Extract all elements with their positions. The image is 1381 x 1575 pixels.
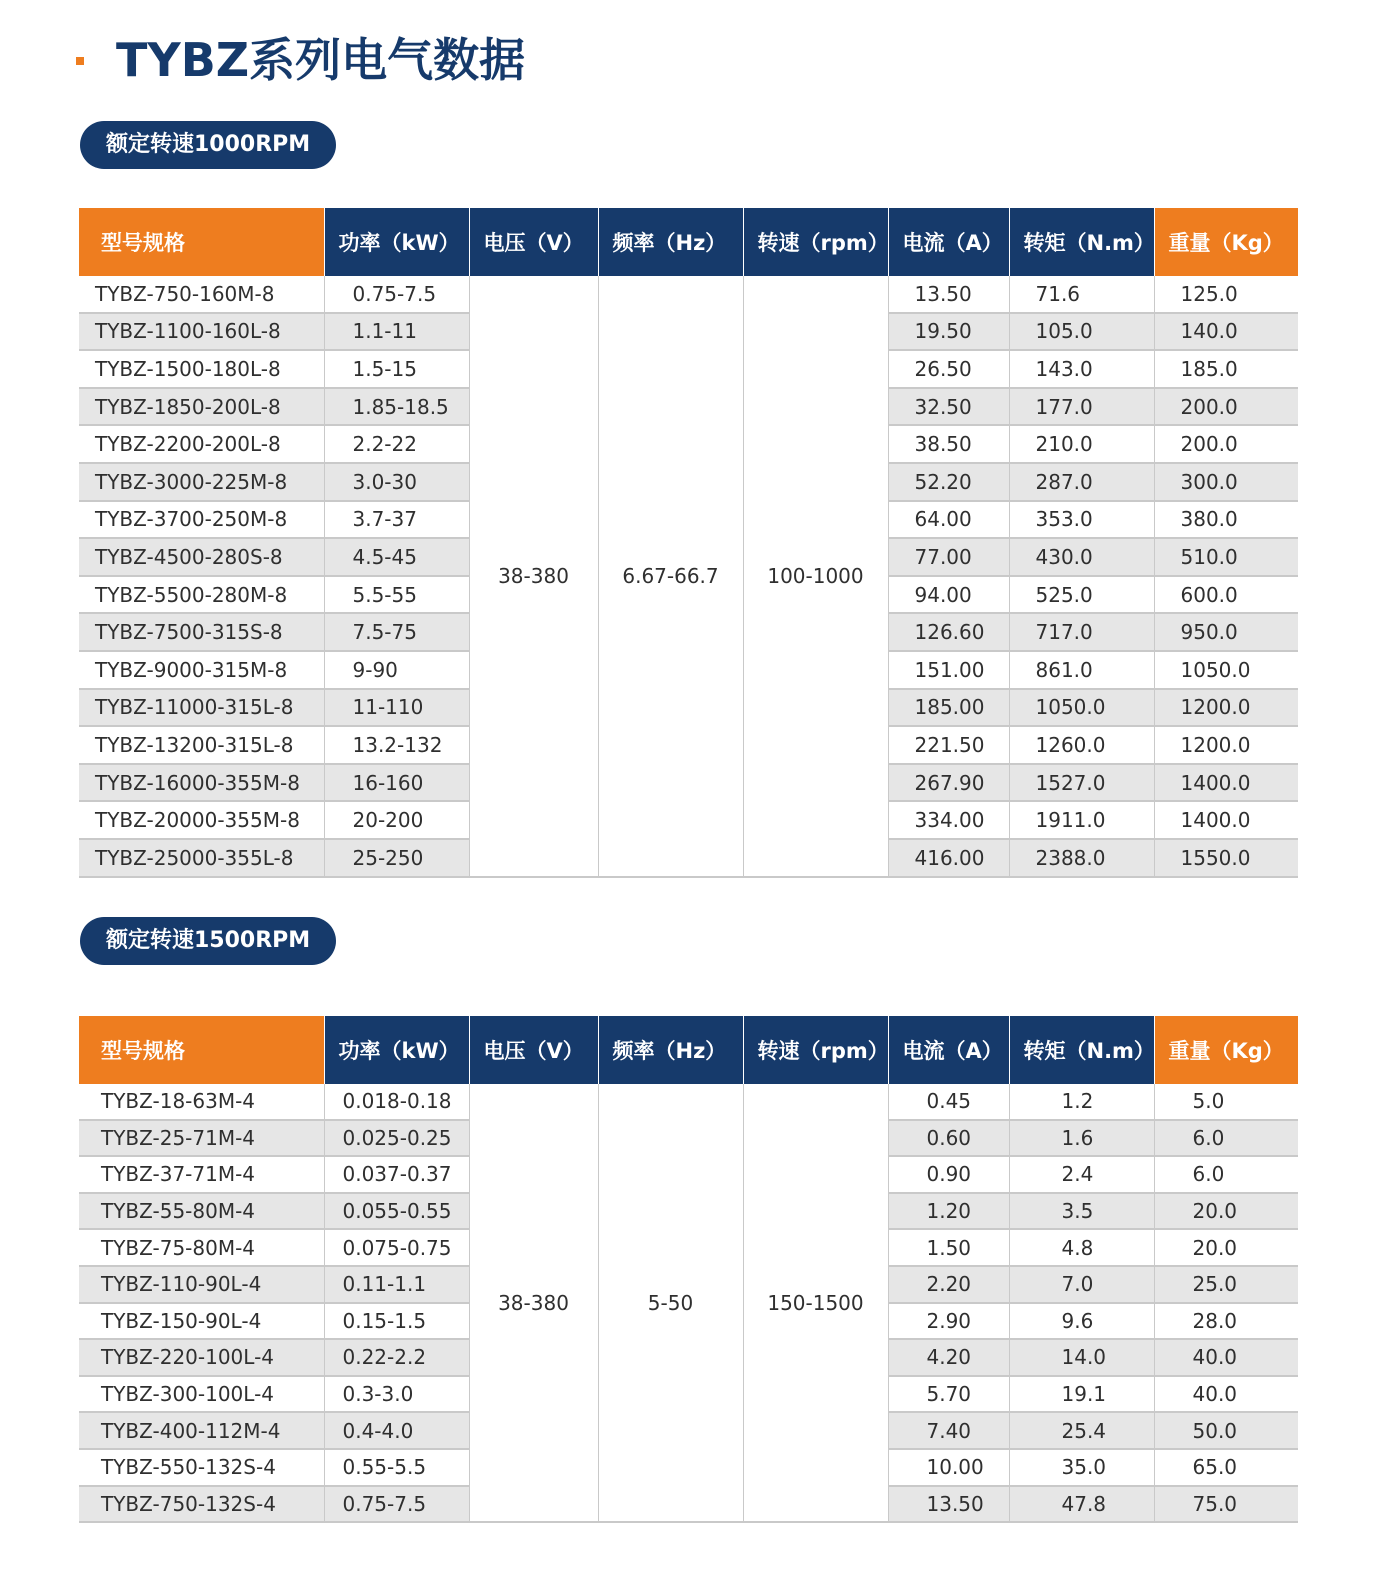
cell-weight: 300.0	[1154, 463, 1298, 501]
cell-torque: 143.0	[1009, 350, 1154, 388]
cell-torque: 861.0	[1009, 651, 1154, 689]
cell-weight: 140.0	[1154, 313, 1298, 351]
cell-torque: 1.2	[1009, 1084, 1154, 1120]
cell-weight: 1550.0	[1154, 839, 1298, 877]
cell-torque: 2.4	[1009, 1156, 1154, 1193]
cell-model: TYBZ-25-71M-4	[79, 1120, 324, 1157]
cell-model: TYBZ-3000-225M-8	[79, 463, 324, 501]
header-power: 功率（kW）	[324, 1016, 469, 1084]
cell-weight: 200.0	[1154, 425, 1298, 463]
cell-frequency: 5-50	[598, 1084, 743, 1522]
cell-weight: 1050.0	[1154, 651, 1298, 689]
cell-weight: 125.0	[1154, 276, 1298, 313]
cell-power: 1.85-18.5	[324, 388, 469, 426]
cell-current: 334.00	[888, 801, 1009, 839]
header-weight: 重量（Kg）	[1154, 208, 1298, 276]
cell-weight: 75.0	[1154, 1486, 1298, 1523]
cell-current: 1.20	[888, 1193, 1009, 1230]
cell-power: 0.11-1.1	[324, 1266, 469, 1303]
cell-torque: 25.4	[1009, 1412, 1154, 1449]
cell-frequency: 6.67-66.7	[598, 276, 743, 877]
cell-torque: 9.6	[1009, 1303, 1154, 1340]
header-model: 型号规格	[79, 208, 324, 276]
cell-weight: 6.0	[1154, 1156, 1298, 1193]
cell-model: TYBZ-220-100L-4	[79, 1339, 324, 1376]
cell-power: 0.055-0.55	[324, 1193, 469, 1230]
cell-torque: 14.0	[1009, 1339, 1154, 1376]
cell-model: TYBZ-11000-315L-8	[79, 689, 324, 727]
header-speed: 转速（rpm）	[743, 208, 888, 276]
header-voltage: 电压（V）	[469, 208, 598, 276]
cell-current: 2.20	[888, 1266, 1009, 1303]
cell-power: 3.0-30	[324, 463, 469, 501]
cell-weight: 50.0	[1154, 1412, 1298, 1449]
cell-torque: 47.8	[1009, 1486, 1154, 1523]
cell-power: 4.5-45	[324, 538, 469, 576]
cell-current: 0.60	[888, 1120, 1009, 1157]
cell-current: 1.50	[888, 1229, 1009, 1266]
cell-model: TYBZ-1850-200L-8	[79, 388, 324, 426]
table-header	[79, 1016, 1298, 1084]
cell-weight: 65.0	[1154, 1449, 1298, 1486]
cell-torque: 19.1	[1009, 1376, 1154, 1413]
cell-torque: 7.0	[1009, 1266, 1154, 1303]
cell-power: 0.018-0.18	[324, 1084, 469, 1120]
cell-voltage: 38-380	[469, 276, 598, 877]
cell-model: TYBZ-20000-355M-8	[79, 801, 324, 839]
cell-weight: 600.0	[1154, 576, 1298, 614]
cell-weight: 380.0	[1154, 501, 1298, 539]
cell-current: 267.90	[888, 764, 1009, 802]
cell-current: 77.00	[888, 538, 1009, 576]
cell-power: 0.3-3.0	[324, 1376, 469, 1413]
cell-current: 0.90	[888, 1156, 1009, 1193]
cell-power: 25-250	[324, 839, 469, 877]
cell-model: TYBZ-75-80M-4	[79, 1229, 324, 1266]
cell-current: 13.50	[888, 276, 1009, 313]
cell-model: TYBZ-18-63M-4	[79, 1084, 324, 1120]
header-current: 电流（A）	[888, 1016, 1009, 1084]
cell-model: TYBZ-1100-160L-8	[79, 313, 324, 351]
cell-current: 185.00	[888, 689, 1009, 727]
cell-model: TYBZ-37-71M-4	[79, 1156, 324, 1193]
cell-weight: 20.0	[1154, 1193, 1298, 1230]
cell-power: 0.025-0.25	[324, 1120, 469, 1157]
cell-torque: 4.8	[1009, 1229, 1154, 1266]
cell-current: 2.90	[888, 1303, 1009, 1340]
cell-torque: 717.0	[1009, 613, 1154, 651]
cell-model: TYBZ-150-90L-4	[79, 1303, 324, 1340]
cell-model: TYBZ-55-80M-4	[79, 1193, 324, 1230]
cell-power: 13.2-132	[324, 726, 469, 764]
cell-model: TYBZ-2200-200L-8	[79, 425, 324, 463]
cell-power: 0.15-1.5	[324, 1303, 469, 1340]
cell-current: 19.50	[888, 313, 1009, 351]
section-label-1500rpm: 额定转速1500RPM	[80, 917, 336, 965]
cell-torque: 430.0	[1009, 538, 1154, 576]
cell-power: 0.75-7.5	[324, 1486, 469, 1523]
cell-power: 0.037-0.37	[324, 1156, 469, 1193]
cell-model: TYBZ-550-132S-4	[79, 1449, 324, 1486]
cell-speed: 150-1500	[743, 1084, 888, 1522]
cell-model: TYBZ-4500-280S-8	[79, 538, 324, 576]
cell-torque: 1260.0	[1009, 726, 1154, 764]
cell-current: 126.60	[888, 613, 1009, 651]
table-row	[79, 276, 1298, 313]
cell-power: 1.5-15	[324, 350, 469, 388]
cell-current: 5.70	[888, 1376, 1009, 1413]
cell-weight: 1200.0	[1154, 689, 1298, 727]
cell-current: 0.45	[888, 1084, 1009, 1120]
cell-torque: 3.5	[1009, 1193, 1154, 1230]
cell-weight: 40.0	[1154, 1376, 1298, 1413]
cell-weight: 950.0	[1154, 613, 1298, 651]
header-model: 型号规格	[79, 1016, 324, 1084]
cell-torque: 210.0	[1009, 425, 1154, 463]
cell-torque: 71.6	[1009, 276, 1154, 313]
cell-torque: 2388.0	[1009, 839, 1154, 877]
cell-current: 7.40	[888, 1412, 1009, 1449]
page-title: TYBZ系列电气数据	[116, 33, 526, 87]
cell-model: TYBZ-750-160M-8	[79, 276, 324, 313]
cell-power: 1.1-11	[324, 313, 469, 351]
cell-current: 151.00	[888, 651, 1009, 689]
section-label-1000rpm: 额定转速1000RPM	[80, 121, 336, 169]
cell-torque: 1.6	[1009, 1120, 1154, 1157]
cell-current: 221.50	[888, 726, 1009, 764]
cell-weight: 25.0	[1154, 1266, 1298, 1303]
cell-weight: 40.0	[1154, 1339, 1298, 1376]
cell-power: 2.2-22	[324, 425, 469, 463]
cell-speed: 100-1000	[743, 276, 888, 877]
table-body	[79, 276, 1298, 877]
cell-torque: 1527.0	[1009, 764, 1154, 802]
cell-torque: 177.0	[1009, 388, 1154, 426]
cell-model: TYBZ-1500-180L-8	[79, 350, 324, 388]
table-row	[79, 1084, 1298, 1120]
cell-weight: 28.0	[1154, 1303, 1298, 1340]
cell-model: TYBZ-5500-280M-8	[79, 576, 324, 614]
cell-torque: 525.0	[1009, 576, 1154, 614]
table-body	[79, 1084, 1298, 1522]
cell-model: TYBZ-13200-315L-8	[79, 726, 324, 764]
cell-torque: 1911.0	[1009, 801, 1154, 839]
header-weight: 重量（Kg）	[1154, 1016, 1298, 1084]
cell-weight: 5.0	[1154, 1084, 1298, 1120]
cell-weight: 200.0	[1154, 388, 1298, 426]
cell-current: 416.00	[888, 839, 1009, 877]
cell-voltage: 38-380	[469, 1084, 598, 1522]
header-frequency: 频率（Hz）	[598, 1016, 743, 1084]
cell-model: TYBZ-25000-355L-8	[79, 839, 324, 877]
cell-model: TYBZ-9000-315M-8	[79, 651, 324, 689]
cell-torque: 35.0	[1009, 1449, 1154, 1486]
cell-current: 13.50	[888, 1486, 1009, 1523]
cell-model: TYBZ-400-112M-4	[79, 1412, 324, 1449]
cell-weight: 510.0	[1154, 538, 1298, 576]
cell-current: 4.20	[888, 1339, 1009, 1376]
cell-weight: 1200.0	[1154, 726, 1298, 764]
cell-torque: 287.0	[1009, 463, 1154, 501]
cell-model: TYBZ-110-90L-4	[79, 1266, 324, 1303]
spec-table-1500rpm	[79, 1016, 1298, 1523]
cell-power: 9-90	[324, 651, 469, 689]
title-bullet-icon	[76, 57, 84, 65]
cell-current: 10.00	[888, 1449, 1009, 1486]
cell-power: 7.5-75	[324, 613, 469, 651]
cell-power: 5.5-55	[324, 576, 469, 614]
cell-power: 0.75-7.5	[324, 276, 469, 313]
cell-model: TYBZ-3700-250M-8	[79, 501, 324, 539]
cell-current: 64.00	[888, 501, 1009, 539]
spec-table-1000rpm	[79, 208, 1298, 878]
header-current: 电流（A）	[888, 208, 1009, 276]
cell-model: TYBZ-7500-315S-8	[79, 613, 324, 651]
cell-weight: 6.0	[1154, 1120, 1298, 1157]
header-speed: 转速（rpm）	[743, 1016, 888, 1084]
cell-current: 32.50	[888, 388, 1009, 426]
header-power: 功率（kW）	[324, 208, 469, 276]
cell-power: 11-110	[324, 689, 469, 727]
cell-current: 94.00	[888, 576, 1009, 614]
cell-power: 0.55-5.5	[324, 1449, 469, 1486]
cell-power: 0.4-4.0	[324, 1412, 469, 1449]
cell-model: TYBZ-300-100L-4	[79, 1376, 324, 1413]
cell-current: 38.50	[888, 425, 1009, 463]
cell-weight: 185.0	[1154, 350, 1298, 388]
cell-power: 0.075-0.75	[324, 1229, 469, 1266]
cell-torque: 105.0	[1009, 313, 1154, 351]
cell-model: TYBZ-16000-355M-8	[79, 764, 324, 802]
header-torque: 转矩（N.m）	[1009, 1016, 1154, 1084]
cell-torque: 353.0	[1009, 501, 1154, 539]
table-header	[79, 208, 1298, 276]
cell-weight: 1400.0	[1154, 764, 1298, 802]
cell-torque: 1050.0	[1009, 689, 1154, 727]
cell-weight: 20.0	[1154, 1229, 1298, 1266]
cell-model: TYBZ-750-132S-4	[79, 1486, 324, 1523]
header-voltage: 电压（V）	[469, 1016, 598, 1084]
cell-power: 16-160	[324, 764, 469, 802]
header-frequency: 频率（Hz）	[598, 208, 743, 276]
cell-power: 20-200	[324, 801, 469, 839]
cell-power: 0.22-2.2	[324, 1339, 469, 1376]
cell-weight: 1400.0	[1154, 801, 1298, 839]
cell-current: 26.50	[888, 350, 1009, 388]
cell-power: 3.7-37	[324, 501, 469, 539]
cell-current: 52.20	[888, 463, 1009, 501]
header-torque: 转矩（N.m）	[1009, 208, 1154, 276]
